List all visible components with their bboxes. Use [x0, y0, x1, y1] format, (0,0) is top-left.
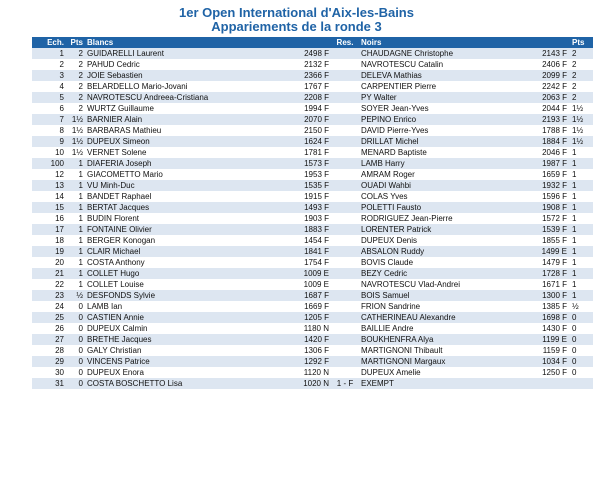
white-player-cell: DUPEUX Enora: [85, 367, 289, 378]
result-cell: [331, 246, 359, 257]
column-header-result: Res.: [331, 37, 359, 48]
white-player-cell: DESFONDS Sylvie: [85, 290, 289, 301]
black-points-cell: 1: [569, 224, 593, 235]
white-player-cell: BRETHE Jacques: [85, 334, 289, 345]
black-rating-cell: 1932 F: [527, 180, 569, 191]
black-points-cell: 1: [569, 235, 593, 246]
black-rating-cell: 1430 F: [527, 323, 569, 334]
white-points-cell: 2: [66, 103, 85, 114]
table-row: [32, 81, 593, 92]
white-rating-cell: 1292 F: [289, 356, 331, 367]
black-player-cell: BOVIS Claude: [359, 257, 527, 268]
black-points-cell: 0: [569, 356, 593, 367]
table-row: [32, 356, 593, 367]
result-cell: [331, 147, 359, 158]
black-rating-cell: 2063 F: [527, 92, 569, 103]
result-cell: [331, 114, 359, 125]
white-rating-cell: 1953 F: [289, 169, 331, 180]
black-rating-cell: 1728 F: [527, 268, 569, 279]
white-rating-cell: 1767 F: [289, 81, 331, 92]
black-rating-cell: 1698 F: [527, 312, 569, 323]
white-rating-cell: 1624 F: [289, 136, 331, 147]
black-points-cell: 1: [569, 202, 593, 213]
black-player-cell: BEZY Cedric: [359, 268, 527, 279]
black-rating-cell: 2044 F: [527, 103, 569, 114]
board-number-cell: 20: [32, 257, 66, 268]
black-rating-cell: 1596 F: [527, 191, 569, 202]
white-player-cell: BERGER Konogan: [85, 235, 289, 246]
white-player-cell: COSTA BOSCHETTO Lisa: [85, 378, 289, 389]
white-points-cell: 1½: [66, 125, 85, 136]
white-player-cell: BUDIN Florent: [85, 213, 289, 224]
black-player-cell: DUPEUX Amelie: [359, 367, 527, 378]
table-row: [32, 301, 593, 312]
board-number-cell: 19: [32, 246, 66, 257]
table-row: [32, 202, 593, 213]
result-cell: [331, 70, 359, 81]
table-row: [32, 246, 593, 257]
white-points-cell: 0: [66, 334, 85, 345]
table-row: [32, 125, 593, 136]
result-cell: [331, 180, 359, 191]
white-points-cell: 0: [66, 378, 85, 389]
black-player-cell: DAVID Pierre-Yves: [359, 125, 527, 136]
black-rating-cell: 2143 F: [527, 48, 569, 59]
black-points-cell: 0: [569, 367, 593, 378]
column-header-black-points: Pts: [569, 37, 593, 48]
white-rating-cell: 1120 N: [289, 367, 331, 378]
black-points-cell: 1: [569, 268, 593, 279]
black-rating-cell: 2046 F: [527, 147, 569, 158]
black-points-cell: 2: [569, 48, 593, 59]
result-cell: [331, 158, 359, 169]
black-rating-cell: 2242 F: [527, 81, 569, 92]
pairings-table: [32, 37, 593, 389]
black-rating-cell: [527, 378, 569, 389]
black-rating-cell: 1671 F: [527, 279, 569, 290]
white-points-cell: 0: [66, 345, 85, 356]
table-row: [32, 290, 593, 301]
black-points-cell: 0: [569, 345, 593, 356]
board-number-cell: 15: [32, 202, 66, 213]
black-player-cell: MARTIGNONI Thibault: [359, 345, 527, 356]
table-row: [32, 378, 593, 389]
white-rating-cell: 2070 F: [289, 114, 331, 125]
white-player-cell: WURTZ Guillaume: [85, 103, 289, 114]
black-player-cell: COLAS Yves: [359, 191, 527, 202]
black-points-cell: 1½: [569, 125, 593, 136]
white-rating-cell: 1883 F: [289, 224, 331, 235]
white-points-cell: 1: [66, 180, 85, 191]
black-player-cell: CATHERINEAU Alexandre: [359, 312, 527, 323]
black-rating-cell: 1572 F: [527, 213, 569, 224]
black-player-cell: LAMB Harry: [359, 158, 527, 169]
result-cell: [331, 268, 359, 279]
black-points-cell: 1: [569, 191, 593, 202]
column-header-black: Noirs: [359, 37, 527, 48]
board-number-cell: 31: [32, 378, 66, 389]
black-points-cell: ½: [569, 301, 593, 312]
white-points-cell: 1: [66, 279, 85, 290]
table-row: [32, 136, 593, 147]
black-player-cell: FRION Sandrine: [359, 301, 527, 312]
board-number-cell: 6: [32, 103, 66, 114]
white-player-cell: CASTIEN Annie: [85, 312, 289, 323]
white-player-cell: BELARDELLO Mario-Jovani: [85, 81, 289, 92]
black-player-cell: MENARD Baptiste: [359, 147, 527, 158]
black-rating-cell: 1987 F: [527, 158, 569, 169]
white-player-cell: BARBARAS Mathieu: [85, 125, 289, 136]
white-player-cell: FONTAINE Olivier: [85, 224, 289, 235]
board-number-cell: 8: [32, 125, 66, 136]
black-player-cell: DUPEUX Denis: [359, 235, 527, 246]
result-cell: [331, 224, 359, 235]
white-points-cell: 1½: [66, 136, 85, 147]
white-points-cell: 0: [66, 312, 85, 323]
white-player-cell: COSTA Anthony: [85, 257, 289, 268]
table-row: [32, 59, 593, 70]
table-row: [32, 268, 593, 279]
white-player-cell: COLLET Hugo: [85, 268, 289, 279]
result-cell: [331, 169, 359, 180]
black-player-cell: POLETTI Fausto: [359, 202, 527, 213]
board-number-cell: 22: [32, 279, 66, 290]
black-player-cell: ABSALON Ruddy: [359, 246, 527, 257]
black-rating-cell: 1539 F: [527, 224, 569, 235]
table-row: [32, 312, 593, 323]
result-cell: [331, 334, 359, 345]
black-rating-cell: 1499 E: [527, 246, 569, 257]
black-player-cell: OUADI Wahbi: [359, 180, 527, 191]
black-player-cell: NAVROTESCU Vlad-Andrei: [359, 279, 527, 290]
black-player-cell: SOYER Jean-Yves: [359, 103, 527, 114]
white-points-cell: 1: [66, 268, 85, 279]
result-cell: [331, 202, 359, 213]
board-number-cell: 13: [32, 180, 66, 191]
black-points-cell: 0: [569, 334, 593, 345]
table-row: [32, 147, 593, 158]
white-points-cell: 0: [66, 301, 85, 312]
column-header-white: Blancs: [85, 37, 289, 48]
board-number-cell: 5: [32, 92, 66, 103]
white-rating-cell: 1535 F: [289, 180, 331, 191]
black-rating-cell: 1159 F: [527, 345, 569, 356]
white-rating-cell: 1994 F: [289, 103, 331, 114]
result-cell: [331, 356, 359, 367]
black-player-cell: LORENTER Patrick: [359, 224, 527, 235]
table-row: [32, 103, 593, 114]
black-player-cell: PEPINO Enrico: [359, 114, 527, 125]
white-player-cell: DUPEUX Simeon: [85, 136, 289, 147]
pairings-body: [32, 48, 593, 389]
result-cell: [331, 279, 359, 290]
white-points-cell: 1: [66, 169, 85, 180]
table-row: [32, 323, 593, 334]
board-number-cell: 25: [32, 312, 66, 323]
black-points-cell: 1½: [569, 103, 593, 114]
white-rating-cell: 1009 E: [289, 268, 331, 279]
white-rating-cell: 1493 F: [289, 202, 331, 213]
white-points-cell: 1: [66, 191, 85, 202]
white-rating-cell: 1687 F: [289, 290, 331, 301]
table-row: [32, 169, 593, 180]
table-row: [32, 235, 593, 246]
table-row: [32, 334, 593, 345]
white-points-cell: 2: [66, 81, 85, 92]
black-rating-cell: 1884 F: [527, 136, 569, 147]
board-number-cell: 3: [32, 70, 66, 81]
white-player-cell: DUPEUX Calmin: [85, 323, 289, 334]
white-points-cell: 0: [66, 323, 85, 334]
table-row: [32, 191, 593, 202]
white-points-cell: 2: [66, 70, 85, 81]
black-rating-cell: 1855 F: [527, 235, 569, 246]
result-cell: [331, 345, 359, 356]
white-player-cell: VINCENS Patrice: [85, 356, 289, 367]
board-number-cell: 16: [32, 213, 66, 224]
board-number-cell: 26: [32, 323, 66, 334]
black-player-cell: EXEMPT: [359, 378, 527, 389]
column-header-white-rating: [289, 37, 331, 48]
table-row: [32, 345, 593, 356]
board-number-cell: 10: [32, 147, 66, 158]
black-player-cell: CARPENTIER Pierre: [359, 81, 527, 92]
page-title: 1er Open International d'Aix-les-Bains: [179, 5, 414, 20]
white-player-cell: VU Minh-Duc: [85, 180, 289, 191]
board-number-cell: 100: [32, 158, 66, 169]
black-points-cell: 0: [569, 312, 593, 323]
black-points-cell: 1½: [569, 114, 593, 125]
table-row: [32, 70, 593, 81]
white-points-cell: 2: [66, 92, 85, 103]
white-player-cell: JOIE Sebastien: [85, 70, 289, 81]
black-player-cell: AMRAM Roger: [359, 169, 527, 180]
page-subtitle: Appariements de la ronde 3: [211, 19, 382, 34]
black-points-cell: 2: [569, 59, 593, 70]
result-cell: [331, 301, 359, 312]
black-rating-cell: 1659 F: [527, 169, 569, 180]
white-rating-cell: 2150 F: [289, 125, 331, 136]
black-rating-cell: 1034 F: [527, 356, 569, 367]
board-number-cell: 18: [32, 235, 66, 246]
white-player-cell: COLLET Louise: [85, 279, 289, 290]
black-points-cell: 2: [569, 81, 593, 92]
white-points-cell: 1½: [66, 114, 85, 125]
white-rating-cell: 1669 F: [289, 301, 331, 312]
table-row: [32, 224, 593, 235]
board-number-cell: 27: [32, 334, 66, 345]
black-points-cell: 1: [569, 246, 593, 257]
white-rating-cell: 1020 N: [289, 378, 331, 389]
result-cell: [331, 367, 359, 378]
white-rating-cell: 1454 F: [289, 235, 331, 246]
table-row: [32, 213, 593, 224]
white-points-cell: 1: [66, 246, 85, 257]
result-cell: [331, 257, 359, 268]
white-rating-cell: 1180 N: [289, 323, 331, 334]
white-player-cell: PAHUD Cedric: [85, 59, 289, 70]
white-rating-cell: 1009 E: [289, 279, 331, 290]
black-rating-cell: 1908 F: [527, 202, 569, 213]
board-number-cell: 29: [32, 356, 66, 367]
black-player-cell: BOUKHENFRA Alya: [359, 334, 527, 345]
black-points-cell: 1: [569, 180, 593, 191]
board-number-cell: 9: [32, 136, 66, 147]
white-points-cell: 1: [66, 257, 85, 268]
white-points-cell: 1: [66, 213, 85, 224]
white-points-cell: 2: [66, 59, 85, 70]
white-player-cell: DIAFERIA Joseph: [85, 158, 289, 169]
black-player-cell: NAVROTESCU Catalin: [359, 59, 527, 70]
black-player-cell: DRILLAT Michel: [359, 136, 527, 147]
black-points-cell: 1: [569, 213, 593, 224]
white-player-cell: BANDET Raphael: [85, 191, 289, 202]
white-rating-cell: 1754 F: [289, 257, 331, 268]
black-points-cell: 1: [569, 279, 593, 290]
board-number-cell: 24: [32, 301, 66, 312]
white-player-cell: GALY Christian: [85, 345, 289, 356]
white-rating-cell: 1841 F: [289, 246, 331, 257]
white-player-cell: GIACOMETTO Mario: [85, 169, 289, 180]
board-number-cell: 21: [32, 268, 66, 279]
table-row: [32, 158, 593, 169]
white-points-cell: 1: [66, 224, 85, 235]
black-points-cell: 1½: [569, 136, 593, 147]
white-points-cell: ½: [66, 290, 85, 301]
black-points-cell: 1: [569, 169, 593, 180]
black-player-cell: BAILLIE Andre: [359, 323, 527, 334]
black-rating-cell: 1788 F: [527, 125, 569, 136]
white-player-cell: BARNIER Alain: [85, 114, 289, 125]
result-cell: [331, 136, 359, 147]
black-player-cell: CHAUDAGNE Christophe: [359, 48, 527, 59]
white-points-cell: 1: [66, 202, 85, 213]
black-player-cell: RODRIGUEZ Jean-Pierre: [359, 213, 527, 224]
black-rating-cell: 2406 F: [527, 59, 569, 70]
black-points-cell: 1: [569, 290, 593, 301]
white-player-cell: LAMB Ian: [85, 301, 289, 312]
white-points-cell: 1: [66, 235, 85, 246]
result-cell: [331, 48, 359, 59]
result-cell: [331, 213, 359, 224]
result-cell: [331, 323, 359, 334]
black-rating-cell: 2099 F: [527, 70, 569, 81]
white-points-cell: 0: [66, 367, 85, 378]
white-rating-cell: 1205 F: [289, 312, 331, 323]
table-row: [32, 114, 593, 125]
black-rating-cell: 2193 F: [527, 114, 569, 125]
result-cell: [331, 191, 359, 202]
result-cell: [331, 125, 359, 136]
white-rating-cell: 2498 F: [289, 48, 331, 59]
black-points-cell: 2: [569, 70, 593, 81]
black-points-cell: 1: [569, 257, 593, 268]
table-row: [32, 367, 593, 378]
board-number-cell: 28: [32, 345, 66, 356]
board-number-cell: 17: [32, 224, 66, 235]
black-rating-cell: 1250 F: [527, 367, 569, 378]
black-rating-cell: 1479 F: [527, 257, 569, 268]
board-number-cell: 2: [32, 59, 66, 70]
white-player-cell: VERNET Solene: [85, 147, 289, 158]
black-player-cell: DELEVA Mathias: [359, 70, 527, 81]
white-rating-cell: 1903 F: [289, 213, 331, 224]
result-cell: 1 - F: [331, 378, 359, 389]
black-player-cell: MARTIGNONI Margaux: [359, 356, 527, 367]
table-header-row: [32, 37, 593, 48]
white-player-cell: BERTAT Jacques: [85, 202, 289, 213]
column-header-board: Ech.: [32, 37, 66, 48]
result-cell: [331, 92, 359, 103]
board-number-cell: 12: [32, 169, 66, 180]
table-row: [32, 48, 593, 59]
white-points-cell: 0: [66, 356, 85, 367]
board-number-cell: 14: [32, 191, 66, 202]
white-rating-cell: 2132 F: [289, 59, 331, 70]
black-rating-cell: 1300 F: [527, 290, 569, 301]
white-rating-cell: 1915 F: [289, 191, 331, 202]
white-points-cell: 1½: [66, 147, 85, 158]
white-rating-cell: 1781 F: [289, 147, 331, 158]
black-player-cell: BOIS Samuel: [359, 290, 527, 301]
table-row: [32, 92, 593, 103]
result-cell: [331, 290, 359, 301]
board-number-cell: 1: [32, 48, 66, 59]
result-cell: [331, 81, 359, 92]
black-points-cell: 2: [569, 92, 593, 103]
result-cell: [331, 59, 359, 70]
white-rating-cell: 2366 F: [289, 70, 331, 81]
board-number-cell: 7: [32, 114, 66, 125]
table-row: [32, 257, 593, 268]
white-rating-cell: 1420 F: [289, 334, 331, 345]
white-points-cell: 2: [66, 48, 85, 59]
result-cell: [331, 103, 359, 114]
black-points-cell: 0: [569, 323, 593, 334]
black-rating-cell: 1385 F: [527, 301, 569, 312]
black-player-cell: PY Walter: [359, 92, 527, 103]
white-rating-cell: 1306 F: [289, 345, 331, 356]
result-cell: [331, 235, 359, 246]
white-points-cell: 1: [66, 158, 85, 169]
black-rating-cell: 1199 E: [527, 334, 569, 345]
board-number-cell: 23: [32, 290, 66, 301]
column-header-white-points: Pts: [66, 37, 85, 48]
board-number-cell: 4: [32, 81, 66, 92]
column-header-black-rating: [527, 37, 569, 48]
table-row: [32, 180, 593, 191]
board-number-cell: 30: [32, 367, 66, 378]
white-player-cell: NAVROTESCU Andreea-Cristiana: [85, 92, 289, 103]
black-points-cell: 1: [569, 147, 593, 158]
black-points-cell: 1: [569, 158, 593, 169]
white-rating-cell: 2208 F: [289, 92, 331, 103]
result-cell: [331, 312, 359, 323]
table-row: [32, 279, 593, 290]
white-player-cell: CLAIR Michael: [85, 246, 289, 257]
white-player-cell: GUIDARELLI Laurent: [85, 48, 289, 59]
white-rating-cell: 1573 F: [289, 158, 331, 169]
black-points-cell: [569, 378, 593, 389]
